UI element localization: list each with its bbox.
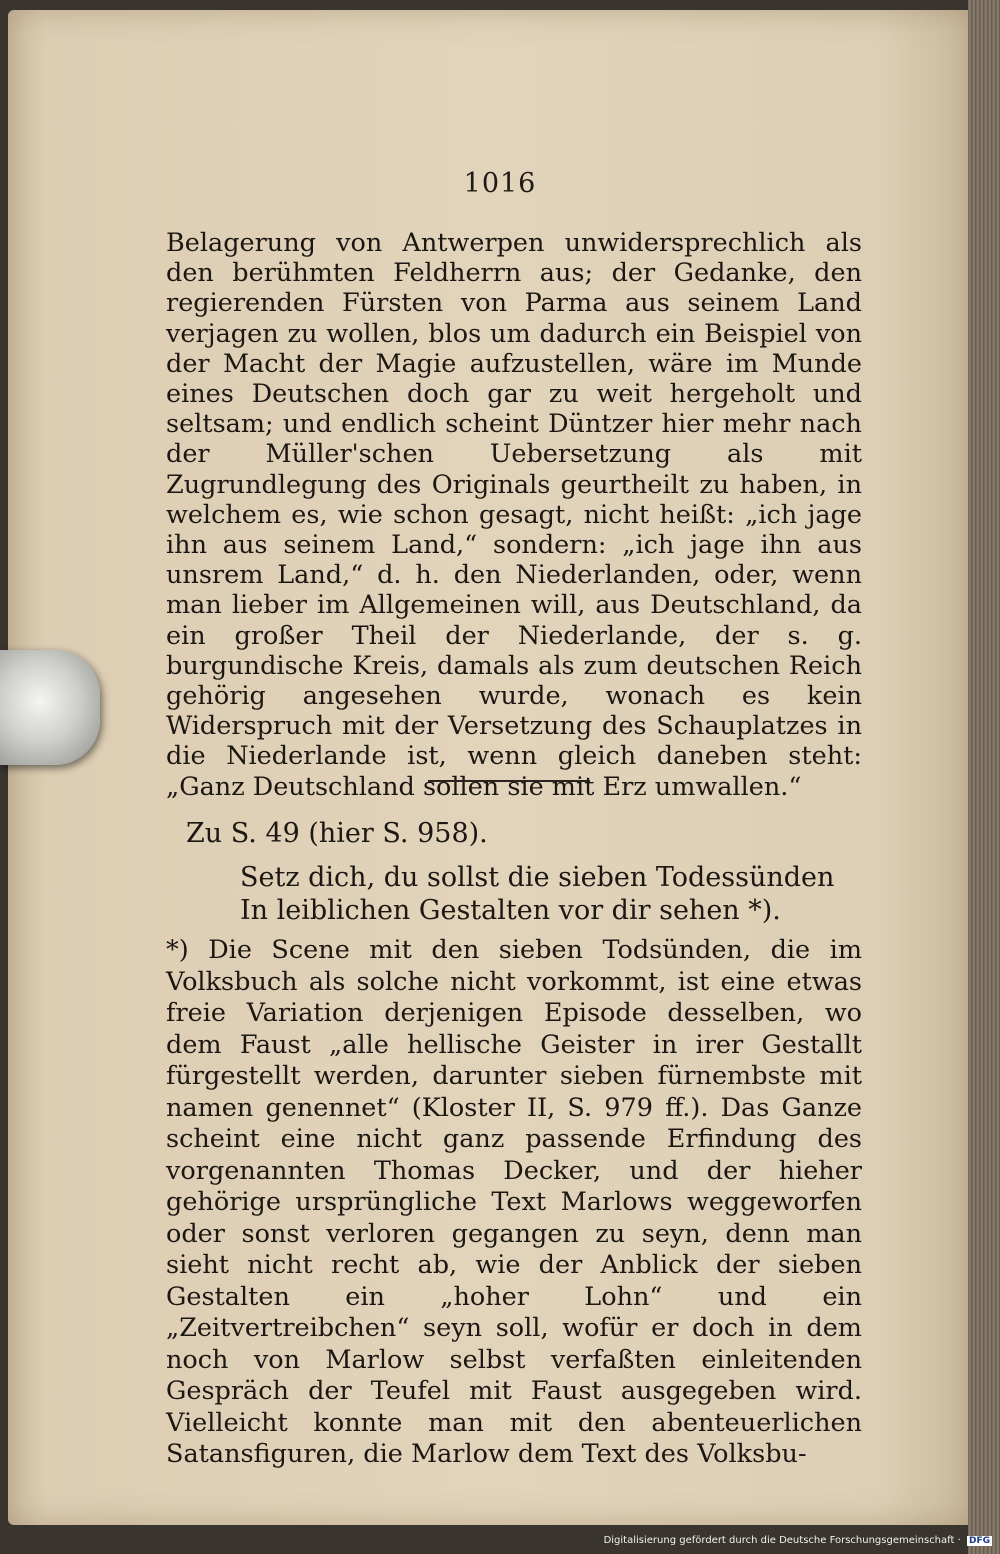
funding-footer: Digitalisierung gefördert durch die Deutsche Forschungsgemeinschaft · DFG <box>603 1535 990 1546</box>
book-clamp <box>0 650 100 765</box>
footnote-paragraph: *) Die Scene mit den sieben Todsünden, die im Volksbuch als solche nicht vorkommt, ist eine etwas freie Variation derjenigen Episode desselben, wo dem Faust „alle hellische Geister in irer Gestallt fürgestellt werden, darunter sieben fürnembste mit namen genennet“ (Kloster II, S. 979 ff.). Das Ganze scheint eine nicht ganz passende Erfindung des vorgenannten Thomas Decker, und der hieher gehörige ursprüngliche Text Marlows weggeworfen oder sonst verloren gegangen zu seyn, denn man sieht nicht recht ab, wie der Anblick der sieben Gestalten ein „hoher Lohn“ und ein „Zeitvertreibchen“ seyn soll, wofür er doch in dem noch von Marlow selbst verfaßten einleitenden Gespräch der Teufel mit Faust ausgegeben wird. Vielleicht konnte man mit den abenteuerlichen Satansfiguren, die Marlow dem Text des Volksbu- <box>166 935 862 1469</box>
verse-line-2: In leiblichen Gestalten vor dir sehen *). <box>240 895 781 926</box>
section-divider <box>428 780 590 782</box>
dfg-logo: DFG <box>968 1536 990 1546</box>
paragraph-main: Belagerung von Antwerpen unwidersprechlich als den berühmten Feldherrn aus; der Gedanke, den regierenden Fürsten von Parma aus seinem Land verjagen zu wollen, blos um dadurch ein Beispiel von der Macht der Magie aufzustellen, wäre im Munde eines Deutschen doch gar zu weit hergeholt und seltsam; und endlich scheint Düntzer hier mehr nach der Müller'schen Uebersetzung als mit Zugrundlegung des Originals geurtheilt zu haben, in welchem es, wie schon gesagt, nicht heißt: „ich jage ihn aus seinem Land,“ sondern: „ich jage ihn aus unsrem Land,“ d. h. den Niederlanden, oder, wenn man lieber im Allgemeinen will, aus Deutschland, da ein großer Theil der Niederlande, der s. g. burgundische Kreis, damals als zum deutschen Reich gehörig angesehen wurde, wonach es kein Widerspruch mit der Versetzung des Schauplatzes in die Niederlande ist, wenn gleich daneben steht: „Ganz Deutschland sollen sie mit Erz umwallen.“ <box>166 228 862 802</box>
page-number: 1016 <box>463 168 537 199</box>
footer-text: Digitalisierung gefördert durch die Deutsche Forschungsgemeinschaft <box>603 1535 955 1546</box>
section-reference: Zu S. 49 (hier S. 958). <box>186 818 488 849</box>
verse-line-1: Setz dich, du sollst die sieben Todessünden <box>240 862 835 893</box>
page-edges <box>968 0 1000 1554</box>
